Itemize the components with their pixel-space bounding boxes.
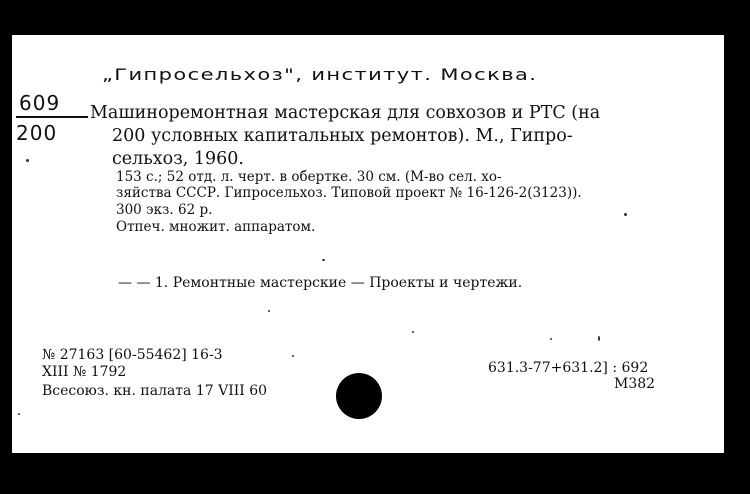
title-line-3: сельхоз, 1960. <box>112 149 244 169</box>
speck <box>598 336 600 341</box>
title-line-2: 200 условных капитальных ремонтов). М., Гипро- <box>112 126 573 146</box>
punch-hole <box>336 373 382 419</box>
catalog-card <box>12 35 724 453</box>
speck <box>18 413 20 415</box>
speck <box>322 259 325 261</box>
registry-line-1: № 27163 [60-55462] 16-3 <box>42 347 223 363</box>
call-number-bottom: 200 <box>16 121 58 145</box>
author-mark: М382 <box>614 376 656 392</box>
speck <box>550 338 552 340</box>
speck <box>624 213 627 216</box>
title-line-1: Машиноремонтная мастерская для совхозов и РТС (на <box>90 103 601 123</box>
call-number-top: 609 <box>19 91 61 115</box>
subject-heading: — — 1. Ремонтные мастерские — Проекты и чертежи. <box>118 275 523 291</box>
speck <box>292 355 294 357</box>
speck <box>412 331 414 333</box>
call-number-divider <box>16 116 88 118</box>
description-line-2: зяйства СССР. Гипросельхоз. Типовой проект № 16-126-2(3123)). <box>116 185 582 201</box>
speck <box>268 310 270 312</box>
description-line-1: 153 с.; 52 отд. л. черт. в обертке. 30 см. (М-во сел. хо- <box>116 169 502 185</box>
handwritten-heading: „Гипросельхоз", институт. Москва. <box>102 65 538 84</box>
registry-line-2: XIII № 1792 <box>42 364 127 380</box>
description-line-4: Отпеч. множит. аппаратом. <box>116 219 316 235</box>
registry-line-3: Всесоюз. кн. палата 17 VIII 60 <box>42 383 268 399</box>
speck <box>26 159 29 162</box>
description-line-3: 300 экз. 62 р. <box>116 202 213 218</box>
udc-classification: 631.3-77+631.2] : 692 <box>488 360 649 376</box>
